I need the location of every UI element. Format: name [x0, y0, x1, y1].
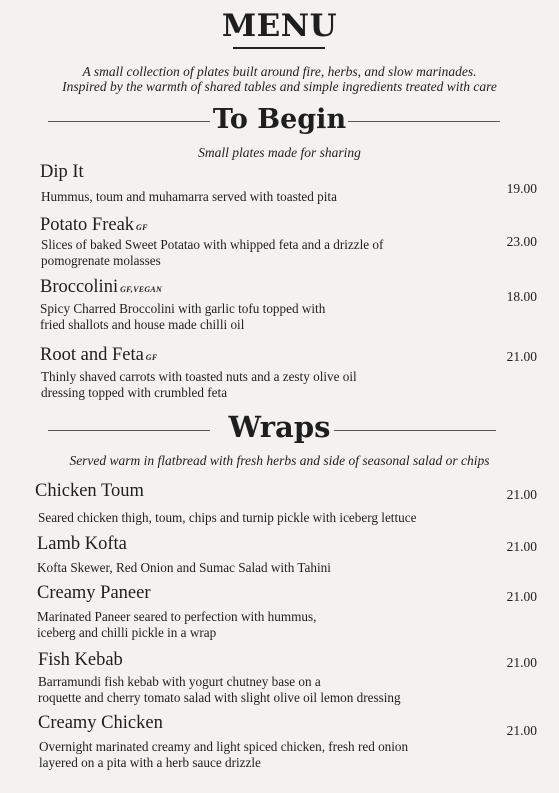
section-subtitle: Served warm in flatbread with fresh herbs and side of seasonal salad or chips — [69, 453, 490, 468]
menu-item-name: Root and Feta GF — [40, 345, 158, 365]
menu-item-description: Slices of baked Sweet Potatao with whipped feta and a drizzle of pomogrenate molasses — [41, 237, 384, 268]
menu-item-description: Barramundi fish kebab with yogurt chutney base on a roquette and cherry tomato salad with slight olive oil lemon dressing — [38, 674, 401, 705]
menu-item-description: Hummus, toum and muhamarra served with toasted pita — [41, 189, 337, 204]
section-title: Wraps — [228, 410, 331, 444]
menu-item-name: Creamy Paneer — [37, 583, 151, 603]
menu-item-price: 21.00 — [506, 349, 537, 364]
menu-item-price: 23.00 — [506, 234, 537, 249]
menu-item-price: 19.00 — [506, 181, 537, 196]
dietary-tag: GF — [136, 223, 148, 232]
menu-item-description: Kofta Skewer, Red Onion and Sumac Salad with Tahini — [37, 560, 331, 575]
menu-item-price: 18.00 — [506, 289, 537, 304]
menu-item-description: Spicy Charred Broccolini with garlic tofu topped with fried shallots and house made chilli oil — [40, 301, 326, 332]
menu-item-description: Thinly shaved carrots with toasted nuts and a zesty olive oil dressing topped with crumbled feta — [41, 369, 357, 400]
dietary-tag: GF,VEGAN — [120, 285, 163, 294]
menu-item-name: Lamb Kofta — [37, 534, 127, 554]
menu-item-name: Potato Freak GF — [40, 215, 148, 235]
menu-item-name: Creamy Chicken — [38, 713, 163, 733]
menu-intro: A small collection of plates built around fire, herbs, and slow marinades. Inspired by the warmth of shared tables and simple ingredients treated with care — [62, 64, 497, 94]
section-subtitle: Small plates made for sharing — [198, 145, 361, 160]
menu-item-price: 21.00 — [506, 539, 537, 554]
section-title: To Begin — [212, 104, 347, 135]
menu-item-price: 21.00 — [506, 487, 537, 502]
menu-item-name: Dip It — [40, 162, 84, 182]
menu-item-description: Marinated Paneer seared to perfection with hummus, iceberg and chilli pickle in a wrap — [37, 609, 317, 640]
menu-item-description: Overnight marinated creamy and light spiced chicken, fresh red onion layered on a pita with a herb sauce drizzle — [39, 739, 409, 770]
title-underline — [233, 47, 325, 49]
menu-item-price: 21.00 — [506, 589, 537, 604]
dietary-tag: GF — [145, 353, 158, 362]
menu-item-price: 21.00 — [506, 723, 537, 738]
menu-item-price: 21.00 — [506, 655, 537, 670]
menu-item-name: Chicken Toum — [35, 481, 144, 501]
menu-item-description: Seared chicken thigh, toum, chips and turnip pickle with iceberg lettuce — [38, 510, 417, 525]
menu-item-name: Fish Kebab — [38, 650, 123, 670]
page-title: MENU — [221, 8, 338, 44]
menu-item-name: Broccolini GF,VEGAN — [40, 277, 163, 297]
